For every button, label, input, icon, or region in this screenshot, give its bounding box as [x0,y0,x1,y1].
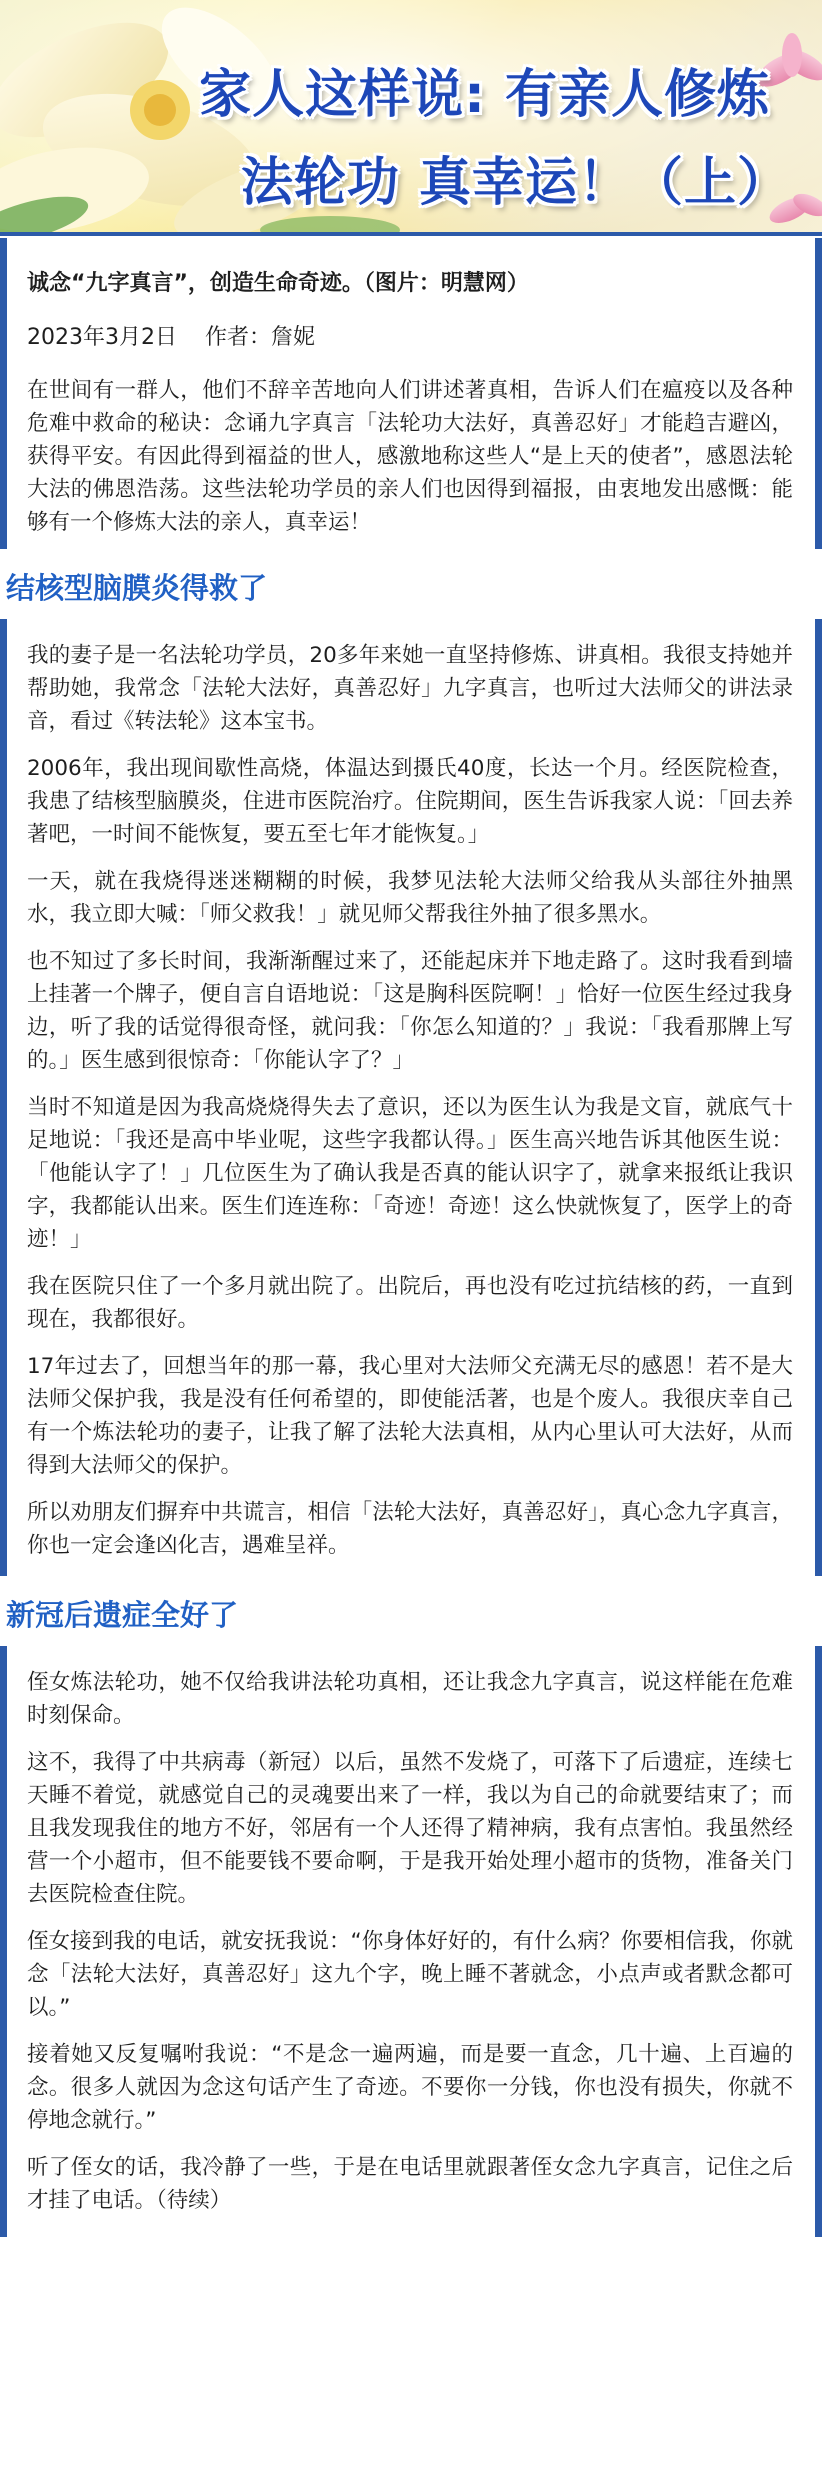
paragraph: 2006年，我出现间歇性高烧，体温达到摄氏40度，长达一个月。经医院检查，我患了结核型脑膜炎，住进市医院治疗。住院期间，医生告诉我家人说：「回去养著吧，一时间不能恢复，要五至七年才能恢复。」 [27,756,793,847]
article-frame-section-1 [0,619,822,1576]
paragraph: 侄女炼法轮功，她不仅给我讲法轮功真相，还让我念九字真言，说这样能在危难时刻保命。 [27,1670,793,1728]
paragraph: 这不，我得了中共病毒（新冠）以后，虽然不发烧了，可落下了后遗症，连续七天睡不着觉，就感觉自己的灵魂要出来了一样，我以为自己的命就要结束了；而且我发现我住的地方不好，邻居有一个人还得了精神病，我有点害怕。我虽然经营一个小超市，但不能要钱不要命啊，于是我开始处理小超市的货物，准备关门去医院检查住院。 [27,1750,793,1907]
paragraph: 我的妻子是一名法轮功学员，20多年来她一直坚持修炼、讲真相。我很支持她并帮助她，我常念「法轮大法好，真善忍好」九字真言，也听过大法师父的讲法录音，看过《转法轮》这本宝书。 [27,643,793,734]
article-date: 2023年3月2日 [27,325,177,350]
article-author: 作者：詹妮 [204,325,315,350]
image-caption: 诚念“九字真言”，创造生命奇迹。（图片：明慧网） [27,271,529,296]
article-meta [7,300,815,354]
article-frame-section-2 [0,1646,822,2237]
paragraph: 我在医院只住了一个多月就出院了。出院后，再也没有吃过抗结核的药，一直到现在，我都很好。 [27,1274,793,1332]
paragraph: 所以劝朋友们摒弃中共谎言，相信「法轮大法好，真善忍好」，真心念九字真言，你也一定会逢凶化吉，遇难呈祥。 [27,1500,793,1558]
paragraph: 也不知过了多长时间，我渐渐醒过来了，还能起床并下地走路了。这时我看到墙上挂著一个牌子，便自言自语地说：「这是胸科医院啊！」恰好一位医生经过我身边，听了我的话觉得很奇怪，就问我：「你怎么知道的？」我说：「我看那牌上写的。」医生感到很惊奇：「你能认字了？」 [27,949,793,1073]
paragraph: 当时不知道是因为我高烧烧得失去了意识，还以为医生认为我是文盲，就底气十足地说：「我还是高中毕业呢，这些字我都认得。」医生高兴地告诉其他医生说：「他能认字了！」几位医生为了确认我是否真的能认识字了，就拿来报纸让我识字，我都能认出来。医生们连连称：「奇迹！奇迹！这么快就恢复了，医学上的奇迹！」 [27,1095,793,1252]
banner-divider [0,232,822,236]
paragraph: 17年过去了，回想当年的那一幕，我心里对大法师父充满无尽的感恩！若不是大法师父保护我，我是没有任何希望的，即使能活著，也是个废人。我很庆幸自己有一个炼法轮功的妻子，让我了解了法轮大法真相，从内心里认可大法好，从而得到大法师父的保护。 [27,1354,793,1478]
banner-title-line-2: 法轮功 真幸运！（上） [240,153,790,213]
paragraph: 接着她又反复嘱咐我说：“不是念一遍两遍，而是要一直念，几十遍、上百遍的念。很多人就因为念这句话产生了奇迹。不要你一分钱，你也没有损失，你就不停地念就行。” [27,2042,793,2133]
header-banner [0,0,822,236]
paragraph: 一天，就在我烧得迷迷糊糊的时候，我梦见法轮大法师父给我从头部往外抽黑水，我立即大喊：「师父救我！」就见师父帮我往外抽了很多黑水。 [27,869,793,927]
banner-title-line-1: 家人这样说: 有亲人修炼 [199,65,770,125]
section-heading: 新冠后遗症全好了 [0,1576,822,1646]
section-heading: 结核型脑膜炎得救了 [0,549,822,619]
paragraph: 侄女接到我的电话，就安抚我说：“你身体好好的，有什么病？你要相信我，你就念「法轮大法好，真善忍好」这九个字，晚上睡不著就念，小点声或者默念都可以。” [27,1929,793,2020]
intro-paragraph: 在世间有一群人，他们不辞辛苦地向人们讲述著真相，告诉人们在瘟疫以及各种危难中救命的秘诀：念诵九字真言「法轮功大法好，真善忍好」才能趋吉避凶，获得平安。有因此得到福益的世人，感激地称这些人“是上天的使者”，感恩法轮大法的佛恩浩荡。这些法轮功学员的亲人们也因得到福报，由衷地发出感慨：能够有一个修炼大法的亲人，真幸运！ [27,378,793,535]
paragraph: 听了侄女的话，我冷静了一些，于是在电话里就跟著侄女念九字真言，记住之后才挂了电话。（待续） [27,2155,793,2213]
article-body [0,238,822,2237]
article-frame-top [0,238,822,549]
